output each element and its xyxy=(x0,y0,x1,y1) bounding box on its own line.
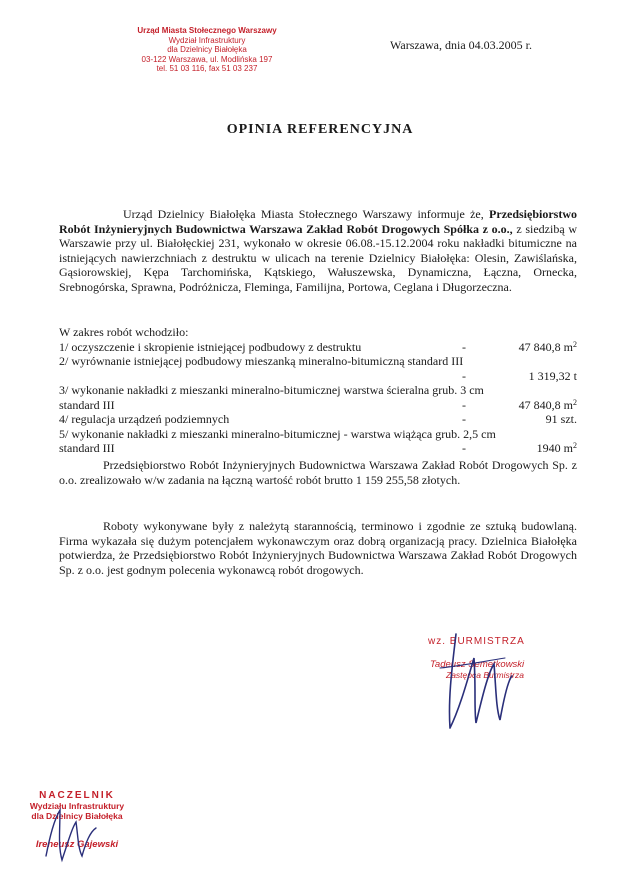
document-date: Warszawa, dnia 04.03.2005 r. xyxy=(390,38,532,52)
value-number: 1940 m xyxy=(536,441,573,455)
stamp-signatory-name: Ireneusz Gajewski xyxy=(35,839,119,850)
work-item-value: 91 szt. xyxy=(545,412,577,426)
company-name: Przedsiębiorstwo Robót Inżynieryjnych Budownictwa Warszawa Zakład Robót Drogowych Spółka z o.o., xyxy=(59,207,578,236)
paragraph-value-text: Przedsiębiorstwo Robót Inżynieryjnych Budownictwa Warszawa Zakład Robót Drogowych Sp. z o.o. zrealizowało w/w zadania na łączną wartość robót brutto 1 159 255,58 złotych. xyxy=(59,458,577,487)
work-item-text: 4/ regulacja urządzeń podziemnych xyxy=(59,412,230,426)
work-item-text: 2/ wyrównanie istniejącej podbudowy mieszanką mineralno-bitumiczną standard III xyxy=(59,354,464,368)
work-item-text: standard III xyxy=(59,397,115,412)
stamp-line: Wydział Infrastruktury xyxy=(168,35,246,45)
paragraph-recommendation-text: Roboty wykonywane były z należytą starannością, terminowo i zgodnie ze sztuką budowlaną. Firma wykazała się dużym potencjałem wykonawczym oraz dobrą organizacją pracy. Dzielnica Białołęka potwierdza, że Przedsiębiorstwo Robót Inżynieryjnych Budownictwa Warszawa Zakład Robót Drogowych Sp. z o.o. jest godnym polecenia wykonawcą robót drogowych. xyxy=(59,519,577,577)
value-unit-sup: 2 xyxy=(573,441,577,450)
intro-rest: z siedzibą w Warszawie przy ul. Białołęckiej 231, wykonało w okresie 06.08.-15.12.2004 roku nakładki bitumiczne na istniejących nawierzchniach z destruktu w ulicach na terenie Dzielnicy Białołęka: Olesin, Zawiślańska, Gąsiorowskiej, Kępa Tarchomińska, Kątskiego, Wałuszewska, Dynamiczna, Łączna, Ornecka, Srebnogórska, Sprawna, Podróżnicza, Fleminga, Familijna, Portowa, Ceglana i Długorzeczna. xyxy=(59,221,578,294)
work-item-value xyxy=(537,441,577,456)
stamp-line: Wydziału Infrastruktury xyxy=(29,801,125,811)
work-item xyxy=(59,383,577,398)
value-unit-sup: 2 xyxy=(573,397,577,407)
value-unit-sup: 2 xyxy=(573,339,577,349)
work-item-text: 5/ wykonanie nakładki z mieszanki mineralno-bitumicznej - warstwa wiążąca grub. 2,5 cm xyxy=(59,426,496,441)
works-list xyxy=(59,325,577,456)
work-item-cont xyxy=(59,398,577,413)
work-item-text: 1/ oczyszczenie i skropienie istniejącej podbudowy z destruktu xyxy=(59,339,362,354)
works-heading: W zakres robót wchodziło: xyxy=(59,325,189,339)
work-item xyxy=(59,412,577,427)
work-item-dash: - xyxy=(462,412,466,426)
handwritten-signature-right xyxy=(430,628,520,738)
document-title: OPINIA REFERENCYJNA xyxy=(226,122,414,137)
value-number: 47 840,8 m xyxy=(518,339,573,354)
work-item-cont xyxy=(59,441,577,456)
stamp-line: dla Dzielnicy Białołęka xyxy=(31,811,123,821)
work-item-text: 3/ wykonanie nakładki z mieszanki mineralno-bitumicznej warstwa ścieralna grub. 3 cm xyxy=(59,383,484,397)
work-item-dash: - xyxy=(462,397,466,412)
handwritten-signature-bottom xyxy=(40,806,100,866)
work-item-value xyxy=(519,398,577,413)
stamp-line: dla Dzielnicy Białołęka xyxy=(167,45,247,54)
intro-text: Urząd Dzielnicy Białołęka Miasta Stołecznego Warszawy informuje że, xyxy=(123,207,484,221)
value-number: 47 840,8 m xyxy=(518,397,573,412)
work-item xyxy=(59,427,577,442)
work-item xyxy=(59,354,577,369)
stamp-line: Urząd Miasta Stołecznego Warszawy xyxy=(137,26,277,35)
work-item-cont xyxy=(59,369,577,384)
work-item xyxy=(59,340,577,355)
paragraph-intro xyxy=(59,207,577,294)
office-stamp-top xyxy=(132,26,282,74)
stamp-signatory-name: Tadeusz Semetkowski xyxy=(430,659,525,670)
stamp-line: tel. 51 03 116, fax 51 03 237 xyxy=(156,64,258,73)
work-item-value: 1 319,32 t xyxy=(528,368,577,383)
work-item-dash: - xyxy=(462,441,466,455)
paragraph-value xyxy=(59,458,577,487)
stamp-signatory-function: Zastępca Burmistrza xyxy=(446,670,524,680)
work-item-text: standard III xyxy=(59,441,115,455)
work-item-dash: - xyxy=(462,368,466,383)
work-item-dash: - xyxy=(462,339,466,354)
work-item-value xyxy=(519,340,577,355)
stamp-line: 03-122 Warszawa, ul. Modlińska 197 xyxy=(141,54,273,64)
stamp-heading: NACZELNIK xyxy=(39,790,115,801)
stamp-wz-label: wz. BURMISTRZA xyxy=(428,636,525,647)
paragraph-recommendation xyxy=(59,519,577,577)
